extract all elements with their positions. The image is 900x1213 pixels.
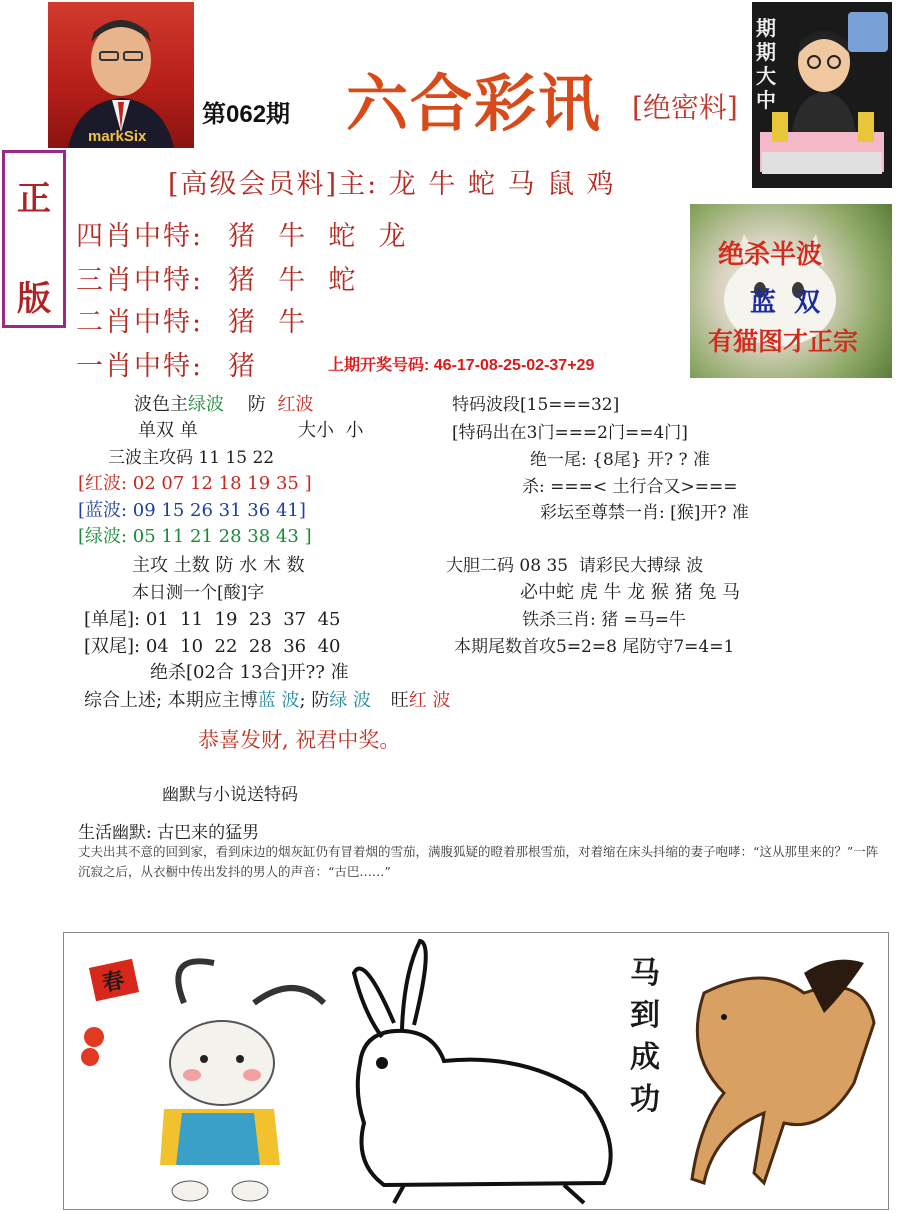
cat-panel [690, 204, 892, 378]
special-code-door: [特码出在3门===2门==4门] [452, 423, 688, 443]
summary-guard-wave: 绿 波 [329, 690, 372, 711]
pick-label-3: 三肖中特: [76, 265, 204, 296]
authentic-badge [2, 150, 66, 328]
member-line: [高级会员料]主: 龙 牛 蛇 马 鼠 鸡 [168, 169, 616, 200]
pick-values-1: 猪 [228, 351, 257, 382]
zodiac-illustrations [64, 933, 889, 1210]
big-small-pick: 大小 小 [298, 420, 364, 441]
forbidden-zodiac: 彩坛至尊禁一肖: [猴]开? 准 [540, 503, 749, 523]
double-tail-numbers: [双尾]: 04 10 22 28 36 40 [84, 636, 341, 657]
congrats-text: 恭喜发财, 祝君中奖。 [198, 728, 401, 752]
badge-char-top: 正 [17, 179, 51, 219]
wave-main-prefix: 波色主 [134, 394, 188, 415]
wave-guard-prefix: 防 [247, 394, 266, 415]
three-wave-codes: 三波主攻码 11 15 22 [108, 448, 275, 468]
page-title: 六合彩讯 [346, 67, 603, 140]
story-subtitle: 生活幽默: 古巴来的猛男 [78, 823, 260, 843]
story-body: 丈夫出其不意的回到家，看到床边的烟灰缸仍有冒着烟的雪茄，满腹狐疑的瞪着那根雪茄，对着缩在床头抖缩的妻子咆哮：“这从那里来的？”一阵沉寂之后，从衣橱中传出发抖的男人的声音：“古巴……” [78, 844, 879, 879]
iron-kill-zodiacs: 铁杀三肖: 猪 =马=牛 [522, 610, 687, 630]
mascot-banner [752, 2, 892, 188]
blue-wave-numbers: [蓝波: 09 15 26 31 36 41] [78, 500, 306, 521]
spring-character: 春 [99, 966, 127, 997]
horse-illustration [692, 960, 874, 1183]
cat-line-1: 绝杀半波 [718, 240, 823, 270]
pick-label-2: 二肖中特: [76, 307, 204, 338]
green-wave-numbers: [绿波: 05 11 21 28 38 43 ] [78, 526, 312, 547]
rabbit-illustration [354, 941, 611, 1203]
single-tail-pick: 绝一尾: {8尾} 开? ? 准 [530, 450, 711, 470]
last-draw-numbers: 上期开奖号码: 46-17-08-25-02-37+29 [328, 357, 595, 374]
cat-line-3: 有猫图才正宗 [708, 327, 859, 356]
wave-main-line [134, 390, 313, 416]
summary-main-wave: 蓝 波 [257, 690, 300, 711]
banner-text: 期期大中 [756, 16, 776, 112]
five-elements-pick: 主攻 土数 防 水 木 数 [132, 555, 305, 576]
wave-guard-value: 红波 [277, 394, 314, 415]
special-code-range: 特码波段[15===32] [452, 395, 620, 415]
pick-values-2: 猪 牛 [228, 307, 308, 338]
summary-wang-prefix: 旺 [390, 690, 409, 711]
badge-char-bottom: 版 [17, 279, 51, 319]
host-photo [48, 2, 194, 148]
title-tag: [绝密料] [632, 91, 738, 124]
red-wave-numbers: [红波: 02 07 12 18 19 35 ] [78, 473, 312, 494]
must-hit-zodiacs: 必中蛇 虎 牛 龙 猴 猪 兔 马 [520, 582, 741, 603]
summary-guard-prefix: ; 防 [299, 690, 330, 711]
tail-attack-defense: 本期尾数首攻5=2=8 尾防守7=4=1 [454, 637, 735, 657]
daily-character: 本日测一个[酸]字 [132, 583, 265, 603]
wave-main-value: 绿波 [188, 394, 224, 415]
summary-line [84, 686, 451, 712]
horse-slogan: 马到成功 [630, 956, 660, 1117]
single-tail-numbers: [单尾]: 01 11 19 23 37 45 [84, 609, 341, 630]
kill-element: 杀: ===< 土行合又>=== [522, 477, 738, 497]
issue-number: 第062期 [202, 101, 291, 128]
zodiac-art-panel [63, 932, 889, 1210]
odd-even-pick: 单双 单 [138, 420, 198, 441]
story-heading: 幽默与小说送特码 [162, 785, 298, 805]
pick-label-4: 四肖中特: [76, 221, 204, 252]
pick-values-3: 猪 牛 蛇 [228, 265, 358, 296]
cat-line-2: 蓝 双 [750, 288, 821, 318]
summary-wang-wave: 红 波 [408, 690, 451, 711]
summary-prefix: 综合上述; 本期应主博 [84, 690, 258, 711]
pick-values-4: 猪 牛 蛇 龙 [228, 221, 408, 252]
absolute-kill: 绝杀[02合 13合]开?? 准 [150, 662, 349, 683]
two-codes-pick: 大胆二码 08 35 请彩民大搏绿 波 [446, 556, 704, 576]
pick-label-1: 一肖中特: [76, 351, 204, 382]
logo-text: markSix [88, 128, 147, 145]
